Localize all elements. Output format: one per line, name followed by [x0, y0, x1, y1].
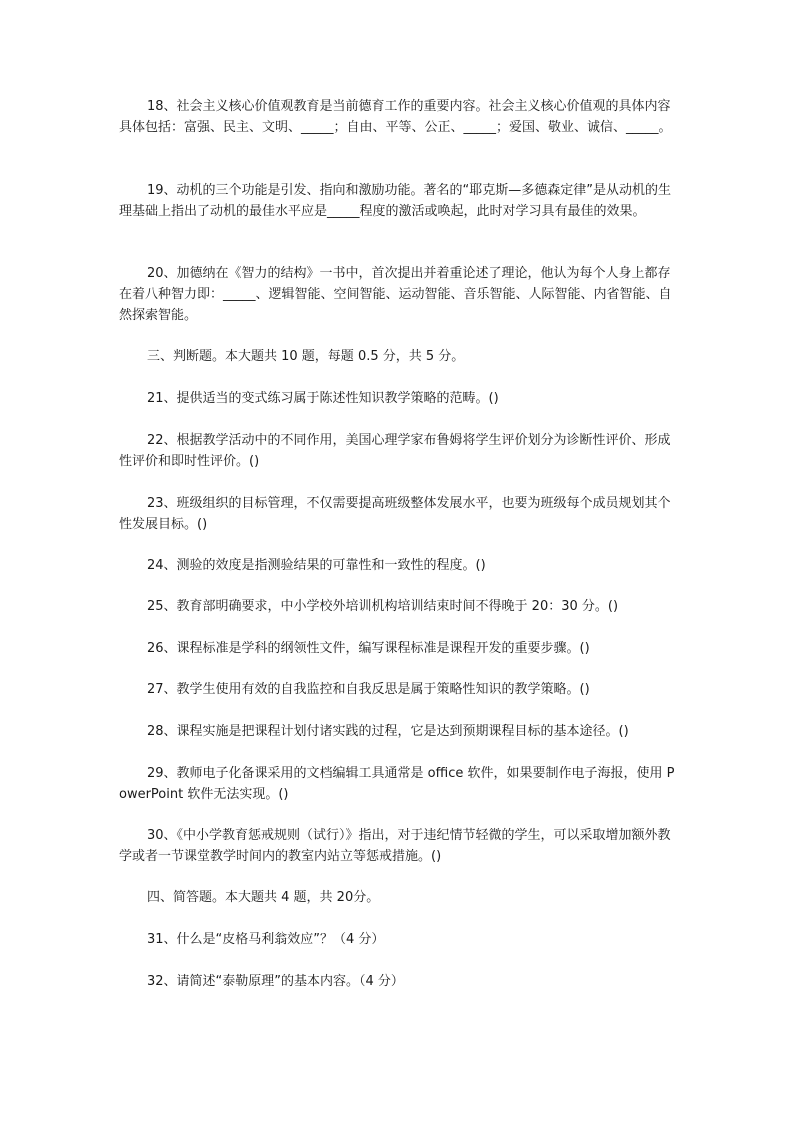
section-heading-short-answer: 四、简答题。本大题共 4 题，共 20分。 — [147, 890, 380, 905]
question-31: 31、什么是“皮格马利翁效应”？（4 分） — [147, 932, 385, 947]
question-26: 26、课程标准是学科的纲领性文件，编写课程标准是课程开发的重要步骤。() — [147, 641, 590, 656]
question-28: 28、课程实施是把课程计划付诸实践的过程，它是达到预期课程目标的基本途径。() — [147, 724, 629, 739]
question-21: 21、提供适当的变式练习属于陈述性知识教学策略的范畴。() — [147, 391, 499, 406]
question-20: 20、加德纳在《智力的结构》一书中，首次提出并着重论述了理论，他认为每个人身上都存在着八种智力即：_____、逻辑智能、空间智能、运动智能、音乐智能、人际智能、内省智能、自然探索智能。 — [119, 266, 672, 323]
question-32: 32、请简述“泰勒原理”的基本内容。（4 分） — [147, 974, 404, 989]
question-18: 18、社会主义核心价值观教育是当前德育工作的重要内容。社会主义核心价值观的具体内容具体包括：富强、民主、文明、_____；自由、平等、公正、_____；爱国、敬业、诚信、_____。 — [119, 99, 672, 135]
section-heading-judgement: 三、判断题。本大题共 10 题，每题 0.5 分，共 5 分。 — [147, 349, 465, 364]
question-24: 24、测验的效度是指测验结果的可靠性和一致性的程度。() — [147, 558, 486, 573]
question-23: 23、班级组织的目标管理，不仅需要提高班级整体发展水平，也要为班级每个成员规划其个性发展目标。() — [119, 496, 671, 532]
question-22: 22、根据教学活动中的不同作用，美国心理学家布鲁姆将学生评价划分为诊断性评价、形成性评价和即时性评价。() — [119, 433, 671, 469]
question-27: 27、教学生使用有效的自我监控和自我反思是属于策略性知识的教学策略。() — [147, 682, 590, 697]
question-19: 19、动机的三个功能是引发、指向和激励功能。著名的“耶克斯—多德森定律”是从动机的生理基础上指出了动机的最佳水平应是_____程度的激活或唤起，此时对学习具有最佳的效果。 — [119, 183, 672, 219]
question-30: 30、《中小学教育惩戒规则（试行）》指出，对于违纪情节轻微的学生，可以采取增加额外教学或者一节课堂教学时间内的教室内站立等惩戒措施。() — [119, 828, 671, 864]
question-25: 25、教育部明确要求，中小学校外培训机构培训结束时间不得晚于 20：30 分。() — [147, 599, 619, 614]
question-29: 29、教师电子化备课采用的文档编辑工具通常是 office 软件，如果要制作电子海报，使用 PowerPoint 软件无法实现。() — [119, 766, 675, 802]
